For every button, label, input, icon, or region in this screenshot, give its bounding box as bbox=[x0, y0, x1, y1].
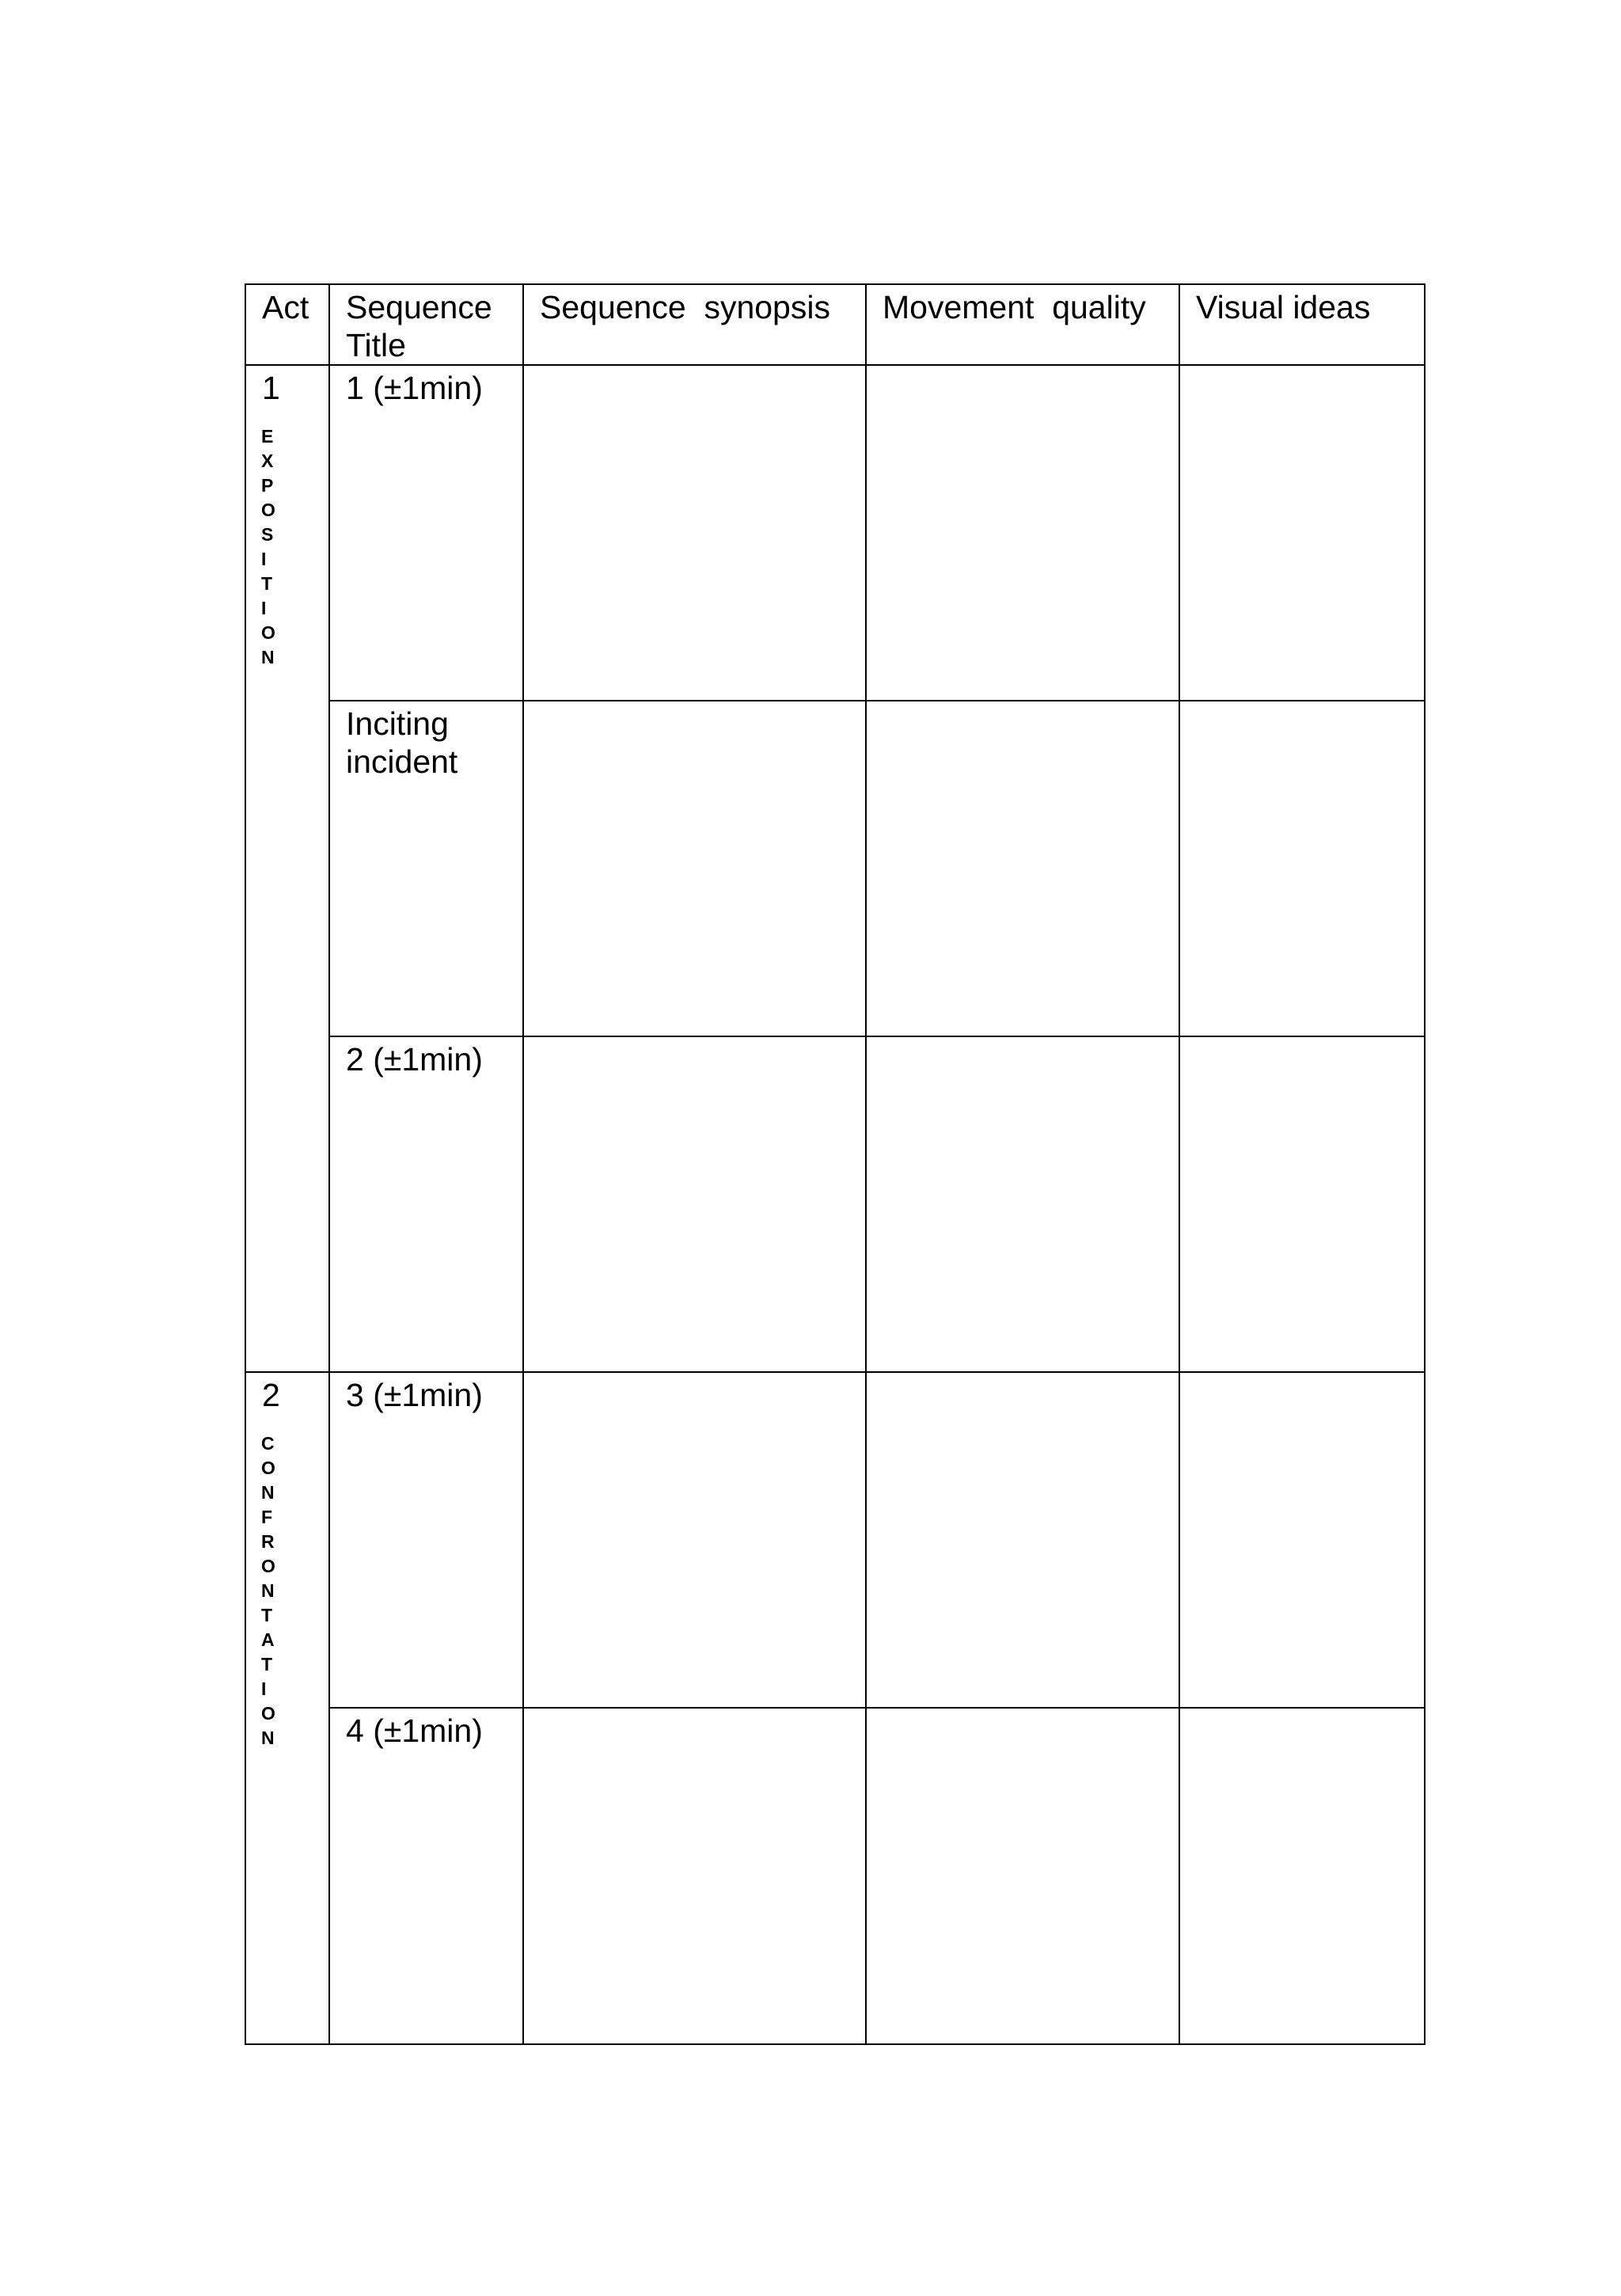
act-label-letter: C bbox=[261, 1433, 275, 1454]
table-row bbox=[245, 701, 1425, 1036]
movement-cell[interactable] bbox=[866, 1372, 1179, 1708]
act-label-letter: N bbox=[261, 1728, 275, 1748]
act-label-letter: I bbox=[261, 598, 267, 618]
act-number: 2 bbox=[262, 1377, 280, 1413]
header-sequence-synopsis: Sequence synopsis bbox=[523, 284, 866, 365]
visual-cell[interactable] bbox=[1179, 1708, 1425, 2044]
act-label-letter: N bbox=[261, 647, 275, 667]
act-label-letter: O bbox=[261, 1703, 275, 1724]
table-row bbox=[245, 1036, 1425, 1372]
act-label-letter: T bbox=[261, 573, 273, 594]
table-row bbox=[245, 1372, 1425, 1708]
act-label-letter: E bbox=[261, 426, 274, 447]
table-row bbox=[245, 365, 1425, 701]
synopsis-cell[interactable] bbox=[523, 1036, 866, 1372]
synopsis-cell[interactable] bbox=[523, 1372, 866, 1708]
act-label-letter: R bbox=[261, 1531, 275, 1552]
visual-cell[interactable] bbox=[1179, 1372, 1425, 1708]
act-label-letter: O bbox=[261, 622, 275, 643]
act-number: 1 bbox=[262, 370, 280, 406]
act-label-letter: S bbox=[261, 524, 274, 545]
act-label-letter: I bbox=[261, 1678, 267, 1699]
movement-cell[interactable] bbox=[866, 701, 1179, 1036]
sequence-title-cell: 3 (±1min) bbox=[329, 1372, 523, 1708]
act-cell-2 bbox=[245, 1372, 329, 2044]
sequence-title-cell: Inciting incident bbox=[329, 701, 523, 1036]
act-label-letter: T bbox=[261, 1654, 273, 1674]
act-label-letter: O bbox=[261, 1458, 275, 1478]
synopsis-cell[interactable] bbox=[523, 365, 866, 701]
act-label-letter: P bbox=[261, 475, 274, 496]
movement-cell[interactable] bbox=[866, 365, 1179, 701]
synopsis-cell[interactable] bbox=[523, 701, 866, 1036]
header-act: Act bbox=[245, 284, 329, 365]
sequence-title-cell: 1 (±1min) bbox=[329, 365, 523, 701]
act-label-letter: N bbox=[261, 1580, 275, 1601]
act-label-letter: X bbox=[261, 450, 274, 471]
synopsis-cell[interactable] bbox=[523, 1708, 866, 2044]
act-label-letter: O bbox=[261, 1556, 275, 1576]
act-label-vertical bbox=[261, 1431, 309, 1751]
act-label-letter: O bbox=[261, 500, 275, 520]
movement-cell[interactable] bbox=[866, 1708, 1179, 2044]
movement-cell[interactable] bbox=[866, 1036, 1179, 1372]
table-row bbox=[245, 1708, 1425, 2044]
act-label-letter: F bbox=[261, 1507, 273, 1527]
act-label-letter: N bbox=[261, 1482, 275, 1503]
header-visual-ideas: Visual ideas bbox=[1179, 284, 1425, 365]
sequence-plan-table bbox=[245, 283, 1425, 2045]
header-row bbox=[245, 284, 1425, 365]
act-cell-1 bbox=[245, 365, 329, 1372]
visual-cell[interactable] bbox=[1179, 1036, 1425, 1372]
visual-cell[interactable] bbox=[1179, 701, 1425, 1036]
header-movement-quality: Movement quality bbox=[866, 284, 1179, 365]
act-label-vertical bbox=[261, 424, 309, 670]
act-label-letter: I bbox=[261, 549, 267, 569]
sequence-title-cell: 2 (±1min) bbox=[329, 1036, 523, 1372]
header-sequence-title: Sequence Title bbox=[329, 284, 523, 365]
sequence-title-cell: 4 (±1min) bbox=[329, 1708, 523, 2044]
act-label-letter: T bbox=[261, 1605, 273, 1625]
act-label-letter: A bbox=[261, 1629, 275, 1650]
visual-cell[interactable] bbox=[1179, 365, 1425, 701]
